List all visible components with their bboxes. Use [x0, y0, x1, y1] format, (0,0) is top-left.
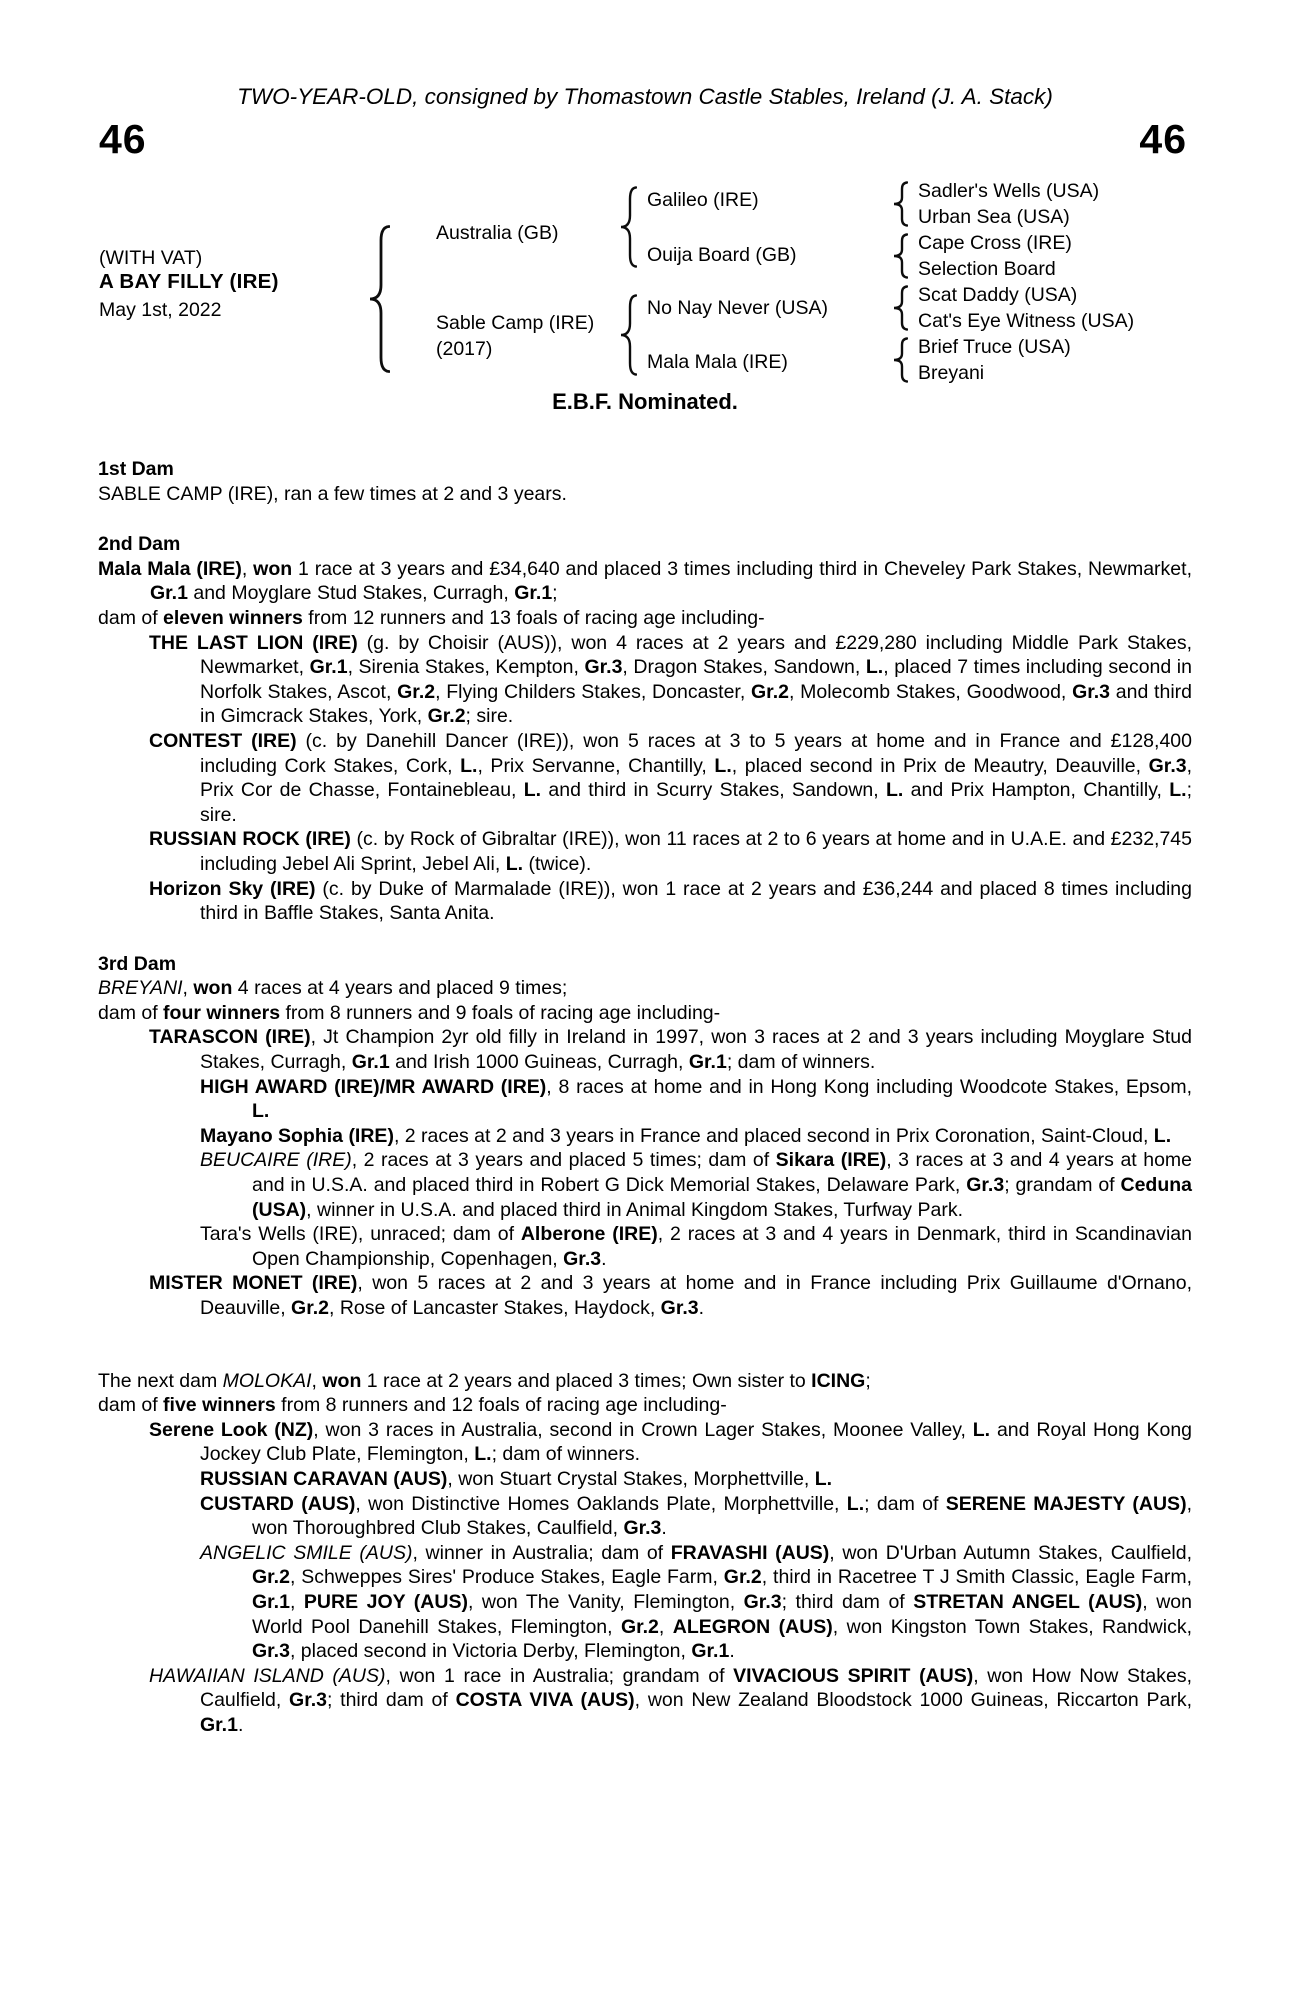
text-run: L.: [714, 754, 732, 777]
text-run: Gr.3: [289, 1689, 327, 1712]
text-run: Gr.3: [623, 1517, 662, 1540]
text-run: Gr.2: [427, 705, 466, 728]
great-grandparent-name: Urban Sea (USA): [918, 206, 1070, 228]
text-run: , won The Vanity, Flemington,: [467, 1590, 744, 1613]
text-run: L.: [252, 1100, 270, 1123]
section-heading: 1st Dam: [98, 458, 174, 480]
paragraph: [98, 557, 1192, 606]
text-run: , Prix Servanne, Chantilly,: [477, 754, 715, 777]
text-run: PURE JOY (AUS): [303, 1590, 468, 1613]
text-run: , won 1 race in Australia; grandam of: [385, 1664, 734, 1687]
text-run: HAWAIIAN ISLAND (AUS): [149, 1664, 386, 1687]
great-grandparent-name: Cat's Eye Witness (USA): [918, 310, 1135, 332]
text-run: and third in Scurry Stakes, Sandown,: [541, 779, 886, 802]
paragraph: [98, 1148, 1192, 1222]
text-run: TARASCON (IRE): [149, 1026, 311, 1049]
text-run: RUSSIAN CARAVAN (AUS): [200, 1467, 448, 1490]
lot-number-left: 46: [99, 116, 147, 162]
text-run: L.: [523, 779, 542, 802]
text-run: L.: [846, 1492, 865, 1515]
dam-section: [98, 532, 1192, 926]
text-run: FRAVASHI (AUS): [670, 1541, 830, 1564]
text-run: , winner in Australia; dam of: [412, 1541, 671, 1564]
text-run: COSTA VIVA (AUS): [455, 1689, 635, 1712]
text-run: ,: [182, 977, 194, 1000]
text-run: dam of: [98, 606, 164, 629]
text-run: five winners: [163, 1394, 276, 1417]
text-run: Gr.1: [309, 656, 348, 679]
text-run: .: [237, 1713, 244, 1736]
text-run: Gr.2: [291, 1297, 329, 1319]
paragraph: [98, 1025, 1192, 1074]
text-run: Gr.3: [1148, 754, 1187, 777]
text-run: BREYANI: [98, 977, 183, 1000]
text-run: Mala Mala (IRE): [98, 557, 242, 580]
text-run: ,: [241, 557, 254, 580]
text-run: .: [698, 1297, 705, 1319]
paragraph: [98, 1001, 1192, 1026]
text-run: from 8 runners and 12 foals of racing age including-: [275, 1394, 727, 1417]
text-run: SABLE CAMP (IRE), ran a few times at 2 and 3 years.: [98, 482, 567, 505]
paragraph: [98, 1664, 1192, 1738]
text-run: L.: [1153, 1124, 1172, 1147]
paragraph: [98, 1418, 1192, 1467]
text-run: CONTEST (IRE): [149, 729, 297, 752]
text-run: CUSTARD (AUS): [200, 1492, 356, 1515]
text-run: ; dam of winners.: [726, 1051, 876, 1074]
text-run: Gr.1: [691, 1640, 730, 1663]
text-run: (twice).: [523, 852, 592, 875]
text-run: won: [253, 557, 293, 580]
text-run: eleven winners: [163, 606, 303, 629]
text-run: Gr.1: [688, 1051, 727, 1074]
text-run: ; third dam of: [781, 1590, 914, 1613]
text-run: L.: [460, 754, 478, 777]
text-run: .: [601, 1247, 607, 1270]
paragraph: [98, 729, 1192, 827]
pedigree-brace-sire: [620, 186, 637, 275]
ebf-nominated-note: E.B.F. Nominated.: [552, 389, 738, 414]
text-run: BEUCAIRE (IRE): [200, 1149, 352, 1172]
text-run: RUSSIAN ROCK (IRE): [149, 828, 351, 851]
text-run: and Irish 1000 Guineas, Curragh,: [389, 1051, 689, 1074]
text-run: Gr.3: [1072, 680, 1111, 703]
text-run: , won 3 races in Australia, second in Crown Lager Stakes, Moonee Valley,: [313, 1418, 973, 1441]
pedigree-brace-dam: [620, 294, 637, 383]
text-run: THE LAST LION (IRE): [149, 631, 358, 654]
text-run: ; sire.: [200, 779, 1193, 826]
paragraph: [98, 976, 1192, 1001]
text-run: Gr.2: [397, 680, 436, 703]
text-run: dam of: [98, 1001, 164, 1024]
great-grandparent-name: Sadler's Wells (USA): [918, 180, 1100, 202]
text-run: , placed 7 times including second in Norfolk Stakes, Ascot,: [200, 656, 1192, 703]
paragraph: [98, 1271, 1192, 1320]
text-run: 1 race at 3 years and £34,640 and placed 3 times including third in Cheveley Park Stakes, Newmarket,: [292, 557, 1192, 580]
text-run: , won Kingston Town Stakes, Randwick,: [832, 1615, 1193, 1638]
text-run: , Prix Cor de Chasse, Fontainebleau,: [200, 754, 1193, 802]
text-run: Gr.3: [252, 1640, 290, 1663]
text-run: (g. by Choisir (AUS)), won 4 races at 2 years and £229,280 including Middle Park Stakes, Newmarket,: [200, 631, 1192, 679]
page-header: TWO-YEAR-OLD, consigned by Thomastown Castle Stables, Ireland (J. A. Stack): [237, 84, 1053, 109]
paragraph: [98, 827, 1192, 876]
paragraph: [98, 606, 1192, 631]
text-run: , won Distinctive Homes Oaklands Plate, Morphettville,: [355, 1492, 847, 1515]
text-run: from 8 runners and 9 foals of racing age including-: [280, 1001, 721, 1024]
text-run: Gr.3: [660, 1297, 699, 1319]
text-run: , Jt Champion 2yr old filly in Ireland in 1997, won 3 races at 2 and 3 years including Moyglare Stud Stakes, Curragh,: [200, 1026, 1192, 1074]
text-run: Gr.1: [351, 1051, 390, 1074]
text-run: won: [322, 1369, 362, 1392]
paragraph: [98, 1541, 1192, 1664]
text-run: , Sirenia Stakes, Kempton,: [347, 656, 585, 679]
text-run: Tara's Wells (IRE), unraced; dam of: [200, 1223, 521, 1246]
text-run: and Moyglare Stud Stakes, Curragh,: [187, 582, 515, 605]
text-run: Gr.1: [514, 582, 553, 605]
text-run: ,: [311, 1369, 323, 1392]
text-run: MISTER MONET (IRE): [149, 1272, 358, 1295]
pedigree-brace-pair: [893, 285, 908, 338]
pedigree-brace-pair: [893, 181, 908, 234]
great-grandparent-name: Selection Board: [918, 258, 1056, 280]
granddam-name: Ouija Board (GB): [647, 244, 797, 266]
text-run: The next dam: [98, 1369, 223, 1392]
text-run: Serene Look (NZ): [149, 1418, 314, 1441]
dam-section: [98, 457, 1192, 506]
paragraph: [98, 1124, 1192, 1149]
horse-name: A BAY FILLY (IRE): [99, 270, 279, 293]
dam-section: [98, 952, 1192, 1321]
text-run: L.: [814, 1467, 833, 1490]
dam-name: Sable Camp (IRE): [436, 312, 595, 334]
text-run: .: [729, 1640, 735, 1663]
text-run: .: [661, 1517, 667, 1540]
text-run: Mayano Sophia (IRE): [200, 1124, 394, 1147]
paragraph: [98, 631, 1192, 729]
section-heading: 2nd Dam: [98, 533, 181, 556]
text-run: Gr.3: [563, 1247, 602, 1270]
text-run: from 12 runners and 13 foals of racing age including-: [302, 606, 765, 629]
text-run: Gr.3: [966, 1174, 1005, 1197]
paragraph: [98, 1075, 1192, 1124]
text-run: , 2 races at 2 and 3 years in France and placed second in Prix Coronation, Saint-Cloud,: [393, 1124, 1154, 1147]
great-grandparent-name: Scat Daddy (USA): [918, 284, 1078, 306]
text-run: , Dragon Stakes, Sandown,: [622, 656, 866, 679]
text-run: ,: [658, 1615, 673, 1638]
text-run: and Royal Hong Kong Jockey Club Plate, Flemington,: [200, 1418, 1193, 1466]
section-heading: 3rd Dam: [98, 952, 177, 975]
text-run: Gr.3: [584, 656, 623, 679]
text-run: four winners: [163, 1001, 281, 1024]
sire-name: Australia (GB): [436, 222, 559, 244]
text-run: MOLOKAI: [222, 1369, 312, 1392]
text-run: Gr.1: [150, 582, 188, 605]
text-run: L.: [885, 779, 904, 802]
text-run: , won Thoroughbred Club Stakes, Caulfield,: [252, 1492, 1192, 1540]
text-run: , Schweppes Sires' Produce Stakes, Eagle Farm,: [289, 1566, 724, 1589]
text-run: , 2 races at 3 years and placed 5 times; dam of: [351, 1149, 776, 1172]
text-run: , 3 races at 3 and 4 years at home and in U.S.A. and placed third in Robert G Dick Memorial Stakes, Delaware Park,: [252, 1149, 1192, 1197]
text-run: ; sire.: [465, 705, 514, 728]
text-run: , placed second in Prix de Meautry, Deauville,: [731, 754, 1149, 777]
text-run: SERENE MAJESTY (AUS): [945, 1492, 1187, 1515]
text-run: (c. by Rock of Gibraltar (IRE)), won 11 races at 2 to 6 years at home and in U.A.E. and £232,745 including Jebel Ali Sprint, Jebel Ali,: [200, 828, 1192, 875]
paragraph: [98, 482, 1192, 507]
grandsire-name: Galileo (IRE): [647, 189, 759, 211]
paragraph: [98, 1222, 1192, 1271]
text-run: ICING: [811, 1369, 866, 1392]
great-grandparent-name: Cape Cross (IRE): [918, 232, 1072, 254]
text-run: and third in Gimcrack Stakes, York,: [200, 680, 1192, 728]
great-grandparent-name: Brief Truce (USA): [918, 336, 1071, 358]
body-sections: [98, 450, 1192, 1738]
text-run: ; dam of winners.: [491, 1443, 641, 1466]
text-run: ;: [865, 1369, 871, 1392]
text-run: , won D'Urban Autumn Stakes, Caulfield,: [829, 1541, 1193, 1564]
text-run: , 8 races at home and in Hong Kong including Woodcote Stakes, Epsom,: [546, 1075, 1192, 1098]
text-run: Alberone (IRE): [520, 1223, 658, 1246]
paragraph: [98, 877, 1192, 926]
text-run: ; dam of: [864, 1492, 946, 1515]
foal-date: May 1st, 2022: [99, 299, 222, 321]
text-run: L.: [865, 656, 884, 679]
text-run: ALEGRON (AUS): [672, 1615, 833, 1638]
dam-foal-year: (2017): [436, 338, 493, 360]
paragraph: [98, 1369, 1192, 1394]
text-run: VIVACIOUS SPIRIT (AUS): [733, 1664, 974, 1687]
paragraph: [98, 1393, 1192, 1418]
text-run: , Molecomb Stakes, Goodwood,: [788, 680, 1073, 703]
vat-note: (WITH VAT): [99, 247, 203, 269]
pedigree-brace-pair: [893, 233, 908, 286]
text-run: , won 5 races at 2 and 3 years at home and in France including Prix Guillaume d'Ornano, Deauville,: [200, 1272, 1192, 1319]
text-run: L.: [1169, 779, 1187, 802]
text-run: Gr.2: [751, 680, 789, 703]
text-run: , third in Racetree T J Smith Classic, Eagle Farm,: [761, 1566, 1192, 1589]
text-run: , winner in U.S.A. and placed third in Animal Kingdom Stakes, Turfway Park.: [306, 1198, 963, 1221]
text-run: L.: [505, 852, 524, 875]
pedigree-brace-pair: [893, 337, 908, 390]
granddam-name: Mala Mala (IRE): [647, 351, 788, 373]
text-run: ANGELIC SMILE (AUS): [200, 1541, 413, 1564]
text-run: Gr.2: [723, 1566, 762, 1589]
text-run: (c. by Duke of Marmalade (IRE)), won 1 race at 2 years and £36,244 and placed 8 times including third in Baffle Stakes, Santa Anita.: [200, 877, 1192, 925]
text-run: Gr.1: [200, 1713, 238, 1736]
pedigree-brace-main: [369, 225, 390, 380]
text-run: ; third dam of: [327, 1689, 456, 1712]
text-run: STRETAN ANGEL (AUS): [913, 1590, 1143, 1613]
text-run: Horizon Sky (IRE): [149, 877, 316, 900]
text-run: dam of: [98, 1394, 164, 1417]
great-grandparent-name: Breyani: [918, 362, 985, 384]
dam-section: [98, 1369, 1192, 1738]
text-run: , placed second in Victoria Derby, Flemington,: [289, 1640, 692, 1663]
text-run: 1 race at 2 years and placed 3 times; Own sister to: [361, 1369, 812, 1392]
text-run: L.: [972, 1418, 991, 1441]
text-run: Gr.1: [252, 1590, 290, 1613]
text-run: won: [193, 977, 233, 1000]
text-run: , won World Pool Danehill Stakes, Flemington,: [252, 1590, 1192, 1638]
text-run: Gr.3: [743, 1590, 782, 1613]
text-run: , 2 races at 3 and 4 years in Denmark, third in Scandinavian Open Championship, Copenhagen,: [252, 1223, 1192, 1270]
text-run: 4 races at 4 years and placed 9 times;: [232, 977, 568, 1000]
text-run: , won How Now Stakes, Caulfield,: [200, 1664, 1192, 1712]
text-run: L.: [474, 1443, 492, 1466]
text-run: , Flying Childers Stakes, Doncaster,: [435, 680, 752, 703]
text-run: (c. by Danehill Dancer (IRE)), won 5 races at 3 to 5 years at home and in France and £128,400 including Cork Stakes, Cork,: [200, 729, 1192, 777]
text-run: , Rose of Lancaster Stakes, Haydock,: [329, 1297, 661, 1319]
text-run: , won Stuart Crystal Stakes, Morphettville,: [447, 1467, 815, 1490]
grandsire-name: No Nay Never (USA): [647, 297, 828, 319]
paragraph: [98, 1492, 1192, 1541]
text-run: , won New Zealand Bloodstock 1000 Guineas, Riccarton Park,: [634, 1689, 1193, 1712]
text-run: ; grandam of: [1004, 1174, 1121, 1197]
text-run: Sikara (IRE): [775, 1149, 887, 1172]
text-run: and Prix Hampton, Chantilly,: [903, 779, 1170, 802]
text-run: Gr.2: [620, 1615, 659, 1638]
text-run: Gr.2: [252, 1566, 290, 1589]
paragraph: [98, 1467, 1192, 1492]
text-run: Ceduna (USA): [252, 1174, 1192, 1221]
text-run: ;: [552, 582, 558, 605]
lot-number-right: 46: [1139, 116, 1187, 162]
pedigree-table: [0, 160, 1314, 400]
text-run: ,: [289, 1590, 304, 1613]
text-run: HIGH AWARD (IRE)/MR AWARD (IRE): [200, 1075, 547, 1098]
